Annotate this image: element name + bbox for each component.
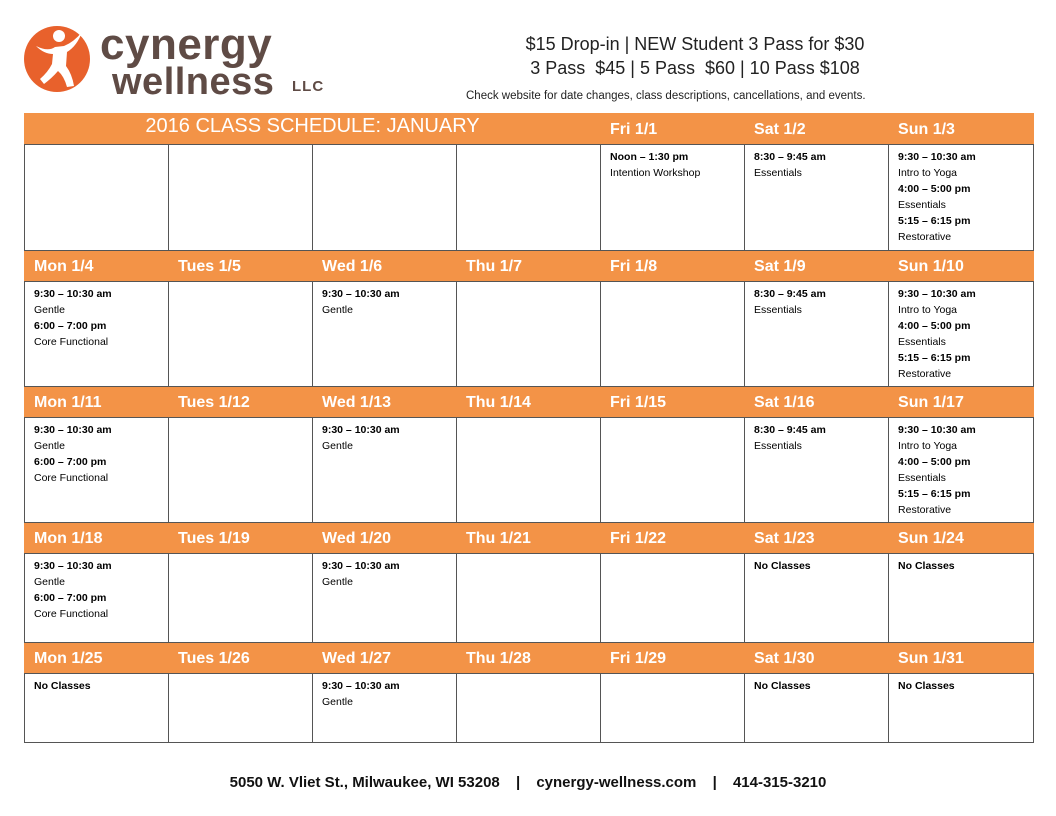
class-time: 4:00 – 5:00 pm	[898, 183, 971, 195]
day-label: Wed 1/13	[322, 394, 392, 411]
day-label: Wed 1/6	[322, 258, 383, 275]
brand-suffix: LLC	[292, 78, 325, 95]
day-header-cell	[601, 643, 745, 674]
class-name: Gentle	[34, 304, 65, 316]
day-label: Tues 1/26	[178, 650, 250, 667]
day-label: Fri 1/22	[610, 530, 667, 547]
footer-website[interactable]: cynergy-wellness.com	[536, 774, 697, 791]
class-name: Intro to Yoga	[898, 304, 958, 316]
class-time: 6:00 – 7:00 pm	[34, 456, 107, 468]
day-header-cell	[601, 523, 745, 554]
day-classes-cell	[457, 418, 601, 523]
day-classes-cell	[457, 282, 601, 387]
day-label: Sun 1/3	[898, 121, 955, 138]
day-classes-cell	[457, 554, 601, 643]
day-header-cell	[457, 643, 601, 674]
day-header-cell	[313, 387, 457, 418]
day-header-cell	[745, 387, 889, 418]
day-classes-cell	[745, 418, 889, 523]
class-name: Gentle	[322, 440, 353, 452]
day-header-cell	[25, 387, 169, 418]
day-header-cell	[745, 114, 889, 145]
day-label: Wed 1/27	[322, 650, 392, 667]
class-time: No Classes	[898, 560, 955, 572]
class-time: 9:30 – 10:30 am	[34, 560, 112, 572]
day-classes-cell	[313, 418, 457, 523]
day-header-cell	[745, 251, 889, 282]
day-header-cell	[169, 251, 313, 282]
day-label: Mon 1/11	[34, 394, 102, 411]
day-classes-cell	[169, 554, 313, 643]
day-label: Fri 1/15	[610, 394, 667, 411]
pricing-line-1: $15 Drop-in | NEW Student 3 Pass for $30	[525, 34, 865, 54]
class-time: 9:30 – 10:30 am	[898, 424, 976, 436]
day-classes-cell	[889, 145, 1034, 251]
day-header-cell	[745, 643, 889, 674]
day-classes-cell	[601, 418, 745, 523]
brand-name-line2: wellness	[112, 61, 275, 103]
day-classes-cell	[889, 554, 1034, 643]
day-header-cell	[601, 251, 745, 282]
class-time: 9:30 – 10:30 am	[322, 424, 400, 436]
day-header-cell	[169, 387, 313, 418]
day-label: Sun 1/10	[898, 258, 964, 275]
day-classes-cell	[889, 282, 1034, 387]
day-classes-cell	[313, 674, 457, 743]
class-name: Essentials	[898, 199, 946, 211]
day-header-cell	[313, 251, 457, 282]
pricing-line-2: 3 Pass $45 | 5 Pass $60 | 10 Pass $108	[530, 58, 860, 78]
day-label: Sun 1/24	[898, 530, 964, 547]
day-header-cell	[457, 251, 601, 282]
class-time: 5:15 – 6:15 pm	[898, 352, 971, 364]
day-classes-cell	[25, 282, 169, 387]
brand-name-line1: cynergy	[100, 20, 273, 69]
day-label: Fri 1/8	[610, 258, 658, 275]
day-classes-cell	[169, 418, 313, 523]
class-time: 9:30 – 10:30 am	[322, 680, 400, 692]
footer-phone[interactable]: 414-315-3210	[732, 774, 827, 791]
day-classes-cell	[25, 145, 169, 251]
footer-address: 5050 W. Vliet St., Milwaukee, WI 53208	[229, 774, 500, 791]
class-time: No Classes	[898, 680, 955, 692]
week-classes-row	[25, 282, 1034, 387]
schedule-title: 2016 CLASS SCHEDULE: JANUARY	[145, 115, 480, 137]
day-classes-cell	[313, 145, 457, 251]
day-label: Tues 1/5	[178, 258, 241, 275]
week-header-row	[25, 523, 1034, 554]
day-label: Mon 1/18	[34, 530, 103, 547]
week-classes-row	[25, 554, 1034, 643]
person-figure-icon	[22, 22, 92, 92]
day-classes-cell	[313, 554, 457, 643]
day-header-cell	[889, 114, 1034, 145]
day-header-cell	[457, 523, 601, 554]
day-classes-cell	[169, 282, 313, 387]
day-label: Sat 1/16	[754, 394, 815, 411]
day-header-cell	[457, 387, 601, 418]
class-name: Restorative	[898, 368, 952, 380]
class-name: Intro to Yoga	[898, 167, 958, 179]
day-classes-cell	[745, 282, 889, 387]
class-name: Intro to Yoga	[898, 440, 958, 452]
day-label: Sun 1/31	[898, 650, 964, 667]
day-header-cell	[169, 523, 313, 554]
class-time: No Classes	[754, 560, 811, 572]
day-header-cell	[25, 523, 169, 554]
class-time: 4:00 – 5:00 pm	[898, 320, 971, 332]
class-time: 9:30 – 10:30 am	[322, 288, 400, 300]
schedule-notice: Check website for date changes, class descriptions, cancellations, and events.	[466, 90, 866, 102]
day-classes-cell	[169, 145, 313, 251]
class-time: Noon – 1:30 pm	[610, 151, 689, 163]
class-name: Gentle	[322, 304, 353, 316]
day-label: Mon 1/4	[34, 258, 94, 275]
class-name: Essentials	[754, 304, 802, 316]
class-name: Gentle	[322, 576, 353, 588]
day-label: Sat 1/2	[754, 121, 806, 138]
day-classes-cell	[313, 282, 457, 387]
day-header-cell	[889, 251, 1034, 282]
day-label: Tues 1/12	[178, 394, 250, 411]
day-header-cell	[25, 643, 169, 674]
class-name: Essentials	[754, 440, 802, 452]
day-classes-cell	[25, 554, 169, 643]
class-time: 9:30 – 10:30 am	[34, 288, 112, 300]
day-classes-cell	[601, 282, 745, 387]
day-header-cell	[313, 643, 457, 674]
class-name: Gentle	[322, 696, 353, 708]
footer-separator: |	[712, 774, 717, 791]
class-name: Essentials	[754, 167, 802, 179]
class-name: Gentle	[34, 440, 65, 452]
week-classes-row	[25, 418, 1034, 523]
class-name: Restorative	[898, 231, 952, 243]
day-label: Thu 1/28	[466, 650, 531, 667]
week-header-row	[25, 387, 1034, 418]
day-header-cell	[889, 643, 1034, 674]
day-header-cell	[601, 387, 745, 418]
day-header-cell	[601, 114, 745, 145]
class-time: No Classes	[754, 680, 811, 692]
day-label: Thu 1/14	[466, 394, 531, 411]
class-name: Core Functional	[34, 472, 109, 484]
pricing-info	[470, 32, 920, 80]
class-time: 6:00 – 7:00 pm	[34, 592, 107, 604]
day-classes-cell	[457, 674, 601, 743]
day-header-cell	[889, 523, 1034, 554]
day-classes-cell	[601, 674, 745, 743]
class-name: Restorative	[898, 504, 952, 516]
class-time: 8:30 – 9:45 am	[754, 288, 826, 300]
class-time: 5:15 – 6:15 pm	[898, 215, 971, 227]
class-name: Essentials	[898, 472, 946, 484]
day-classes-cell	[601, 145, 745, 251]
week-classes-row	[25, 674, 1034, 743]
day-header-cell	[889, 387, 1034, 418]
day-label: Fri 1/29	[610, 650, 667, 667]
class-name: Core Functional	[34, 608, 109, 620]
class-name: Gentle	[34, 576, 65, 588]
day-header-cell	[745, 523, 889, 554]
day-classes-cell	[457, 145, 601, 251]
day-label: Sat 1/30	[754, 650, 815, 667]
week-header-row	[25, 114, 1034, 145]
day-classes-cell	[25, 418, 169, 523]
day-label: Tues 1/19	[178, 530, 250, 547]
day-label: Sun 1/17	[898, 394, 964, 411]
class-schedule-table	[24, 113, 1034, 743]
class-time: 9:30 – 10:30 am	[898, 151, 976, 163]
day-label: Sat 1/23	[754, 530, 815, 547]
class-time: 4:00 – 5:00 pm	[898, 456, 971, 468]
class-time: 9:30 – 10:30 am	[898, 288, 976, 300]
day-classes-cell	[601, 554, 745, 643]
footer-separator: |	[515, 774, 521, 791]
day-classes-cell	[889, 418, 1034, 523]
day-classes-cell	[745, 554, 889, 643]
class-time: 6:00 – 7:00 pm	[34, 320, 107, 332]
week-classes-row	[25, 145, 1034, 251]
day-classes-cell	[889, 674, 1034, 743]
day-header-cell	[169, 643, 313, 674]
schedule-title-cell	[25, 114, 601, 145]
week-header-row	[25, 251, 1034, 282]
day-label: Wed 1/20	[322, 530, 392, 547]
class-time: 8:30 – 9:45 am	[754, 424, 826, 436]
footer-contact	[0, 774, 1056, 791]
class-name: Essentials	[898, 336, 946, 348]
class-time: 9:30 – 10:30 am	[34, 424, 112, 436]
day-label: Sat 1/9	[754, 258, 806, 275]
day-label: Thu 1/7	[466, 258, 523, 275]
day-header-cell	[25, 251, 169, 282]
day-classes-cell	[745, 145, 889, 251]
class-time: 8:30 – 9:45 am	[754, 151, 826, 163]
day-label: Fri 1/1	[610, 121, 658, 138]
day-classes-cell	[169, 674, 313, 743]
day-label: Thu 1/21	[466, 530, 531, 547]
class-time: 9:30 – 10:30 am	[322, 560, 400, 572]
class-name: Intention Workshop	[610, 167, 701, 179]
day-classes-cell	[25, 674, 169, 743]
class-time: 5:15 – 6:15 pm	[898, 488, 971, 500]
day-label: Mon 1/25	[34, 650, 103, 667]
day-classes-cell	[745, 674, 889, 743]
class-time: No Classes	[34, 680, 91, 692]
week-header-row	[25, 643, 1034, 674]
brand-logo	[22, 20, 332, 103]
day-header-cell	[313, 523, 457, 554]
class-name: Core Functional	[34, 336, 109, 348]
